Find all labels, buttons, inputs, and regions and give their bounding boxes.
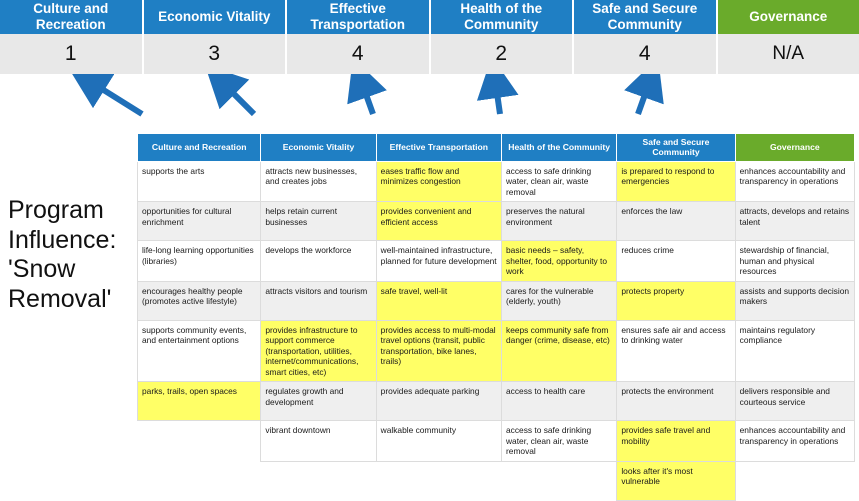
matrix-cell-empty [138,421,261,462]
matrix-header-effective-transportation: Effective Transportation [376,134,501,162]
table-row [138,281,855,320]
matrix-header-culture-and-recreation: Culture and Recreation [138,134,261,162]
matrix-cell: access to safe drinking water, clean air, waste removal [502,161,617,202]
matrix-header-economic-vitality: Economic Vitality [261,134,376,162]
top-header-economic-vitality [144,0,288,34]
top-header-effective-transportation [287,0,431,34]
matrix-cell: regulates growth and development [261,382,376,421]
matrix-cell: attracts new businesses, and creates jobs [261,161,376,202]
matrix-cell: attracts visitors and tourism [261,281,376,320]
matrix-cell: access to health care [502,382,617,421]
matrix-cell: provides convenient and efficient access [376,202,501,241]
matrix-cell-empty [502,461,617,500]
table-row [138,241,855,282]
top-header-label: Culture and Recreation [2,1,140,32]
top-header-culture-and-recreation [0,0,144,34]
table-row [138,421,855,462]
matrix-cell: supports community events, and entertainment options [138,320,261,382]
matrix-cell: helps retain current businesses [261,202,376,241]
matrix-cell-empty [735,461,854,500]
matrix-cell: provides adequate parking [376,382,501,421]
table-row [138,161,855,202]
matrix-cell: enforces the law [617,202,735,241]
table-row [138,202,855,241]
score-effective-transportation: 4 [287,34,431,74]
matrix-cell: opportunities for cultural enrichment [138,202,261,241]
matrix-cell: protects property [617,281,735,320]
table-row [138,320,855,382]
matrix-cell: assists and supports decision makers [735,281,854,320]
page-title: Program Influence: 'Snow Removal' [8,196,134,314]
arrow-up-left-icon-3 [363,86,373,114]
matrix-cell: enhances accountability and transparency in operations [735,161,854,202]
score-culture-and-recreation: 1 [0,34,144,74]
top-header-strip [0,0,859,34]
top-header-governance [718,0,859,34]
arrow-up-left-icon-4 [496,86,500,114]
matrix-cell: safe travel, well-lit [376,281,501,320]
score-health-of-the-community: 2 [431,34,575,74]
matrix-cell-empty [138,461,261,500]
matrix-cell: ensures safe air and access to drinking water [617,320,735,382]
matrix-cell: provides access to multi-modal travel options (transit, public transportation, bike lanes, trails) [376,320,501,382]
arrow-up-left-icon-1 [94,84,142,114]
matrix-cell: vibrant downtown [261,421,376,462]
matrix-cell: maintains regulatory compliance [735,320,854,382]
influence-matrix-table [137,133,855,501]
score-economic-vitality: 3 [144,34,288,74]
matrix-cell: develops the workforce [261,241,376,282]
matrix-cell: basic needs – safety, shelter, food, opportunity to work [502,241,617,282]
score-safe-and-secure-community: 4 [574,34,718,74]
matrix-header-row [138,134,855,162]
matrix-cell: cares for the vulnerable (elderly, youth) [502,281,617,320]
score-governance: N/A [718,34,859,74]
matrix-cell: looks after it's most vulnerable [617,461,735,500]
matrix-cell-empty [376,461,501,500]
top-header-label: Safe and Secure Community [576,1,714,32]
top-header-label: Economic Vitality [158,9,270,25]
matrix-cell: is prepared to respond to emergencies [617,161,735,202]
top-header-health-of-the-community [431,0,575,34]
matrix-header-governance: Governance [735,134,854,162]
top-header-safe-and-secure-community [574,0,718,34]
matrix-cell: access to safe drinking water, clean air, waste removal [502,421,617,462]
matrix-cell: protects the environment [617,382,735,421]
matrix-cell: preserves the natural environment [502,202,617,241]
matrix-cell: well-maintained infrastructure, planned for future development [376,241,501,282]
arrow-group [0,74,859,132]
top-header-label: Effective Transportation [289,1,427,32]
matrix-cell: provides infrastructure to support commerce (transportation, utilities, internet/communications, smart cities, etc) [261,320,376,382]
matrix-cell: walkable community [376,421,501,462]
arrow-up-left-icon-5 [638,86,648,114]
matrix-cell: delivers responsible and courteous service [735,382,854,421]
table-row [138,382,855,421]
matrix-header-safe-and-secure-community: Safe and Secure Community [617,134,735,162]
matrix-cell: life-long learning opportunities (libraries) [138,241,261,282]
matrix-cell: provides safe travel and mobility [617,421,735,462]
matrix-header-health-of-the-community: Health of the Community [502,134,617,162]
matrix-cell: encourages healthy people (promotes active lifestyle) [138,281,261,320]
arrow-up-left-icon-2 [226,86,254,114]
matrix-cell: eases traffic flow and minimizes congestion [376,161,501,202]
score-row [0,34,859,74]
matrix-cell: stewardship of financial, human and physical resources [735,241,854,282]
matrix-cell: reduces crime [617,241,735,282]
matrix-cell: enhances accountability and transparency in operations [735,421,854,462]
matrix-cell-empty [261,461,376,500]
matrix-cell: attracts, develops and retains talent [735,202,854,241]
top-header-label: Health of the Community [433,1,571,32]
matrix-cell: keeps community safe from danger (crime, disease, etc) [502,320,617,382]
top-header-label: Governance [749,9,827,25]
matrix-cell: parks, trails, open spaces [138,382,261,421]
matrix-cell: supports the arts [138,161,261,202]
table-row [138,461,855,500]
